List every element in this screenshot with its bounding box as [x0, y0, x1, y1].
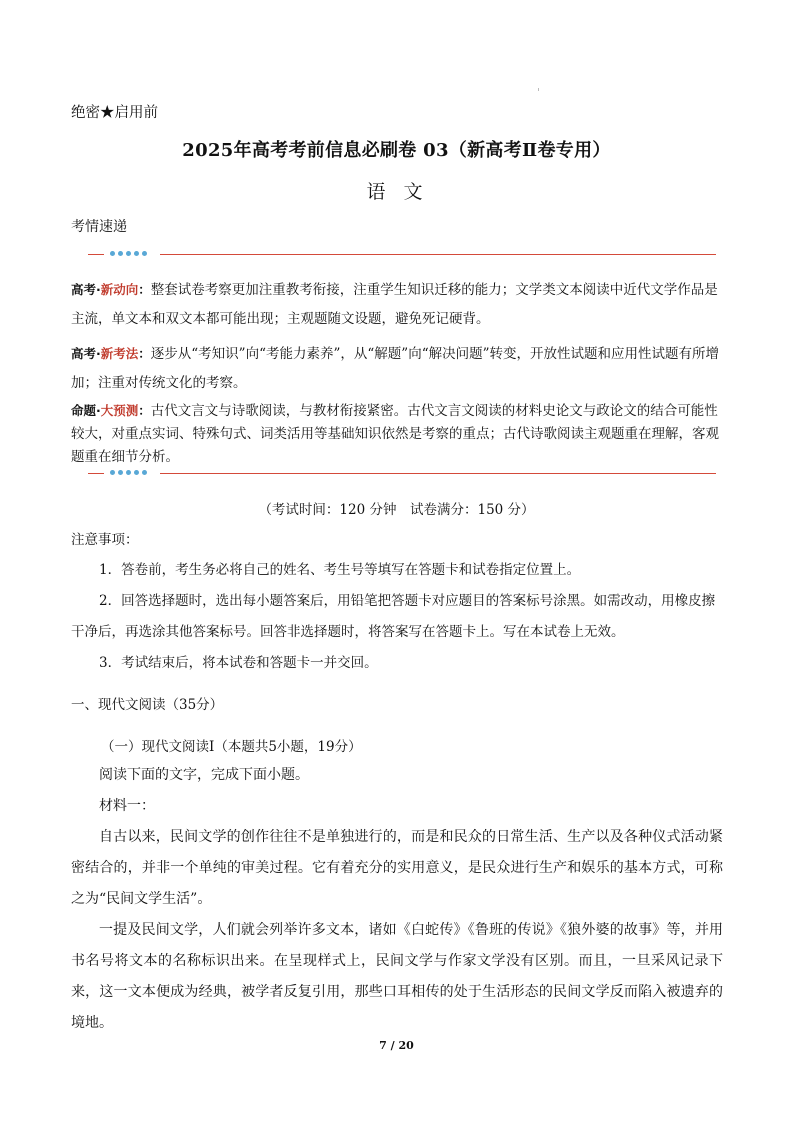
exam-info-heading: 考情速递 [71, 219, 127, 235]
paragraph: 一提及民间文学，人们就会列举许多文本，诸如《白蛇传》《鲁班的传说》《狼外婆的故事》等，并用书名号将文本的名称标识出来。在呈现样式上，民间文学与作家文学没有区别。而且，一旦采风记录下来，这一文本便成为经典，被学者反复引用，那些口耳相传的处于生活形态的民间文学反而陷入被遗弃的境地。 [71, 922, 723, 1031]
subsection-title: （一）现代文阅读Ⅰ（本题共5小题，19分） [101, 739, 362, 755]
notice-item: 3．考试结束后，将本试卷和答题卡一并交回。 [99, 655, 378, 671]
divider-top [88, 251, 716, 259]
divider-dots-icon [110, 470, 147, 475]
info-label: 命题·大预测： [71, 403, 151, 418]
reading-instruction: 阅读下面的文字，完成下面小题。 [99, 767, 309, 783]
info-item-method [71, 339, 723, 398]
section-title: 一、现代文阅读（35分） [71, 697, 224, 713]
divider-bottom [88, 470, 716, 478]
info-text: 整套试卷考察更加注重教考衔接，注重学生知识迁移的能力；文学类文本阅读中近代文学作品是主流，单文本和双文本都可能出现；主观题随文设题，避免死记硬背。 [71, 282, 718, 327]
material-label: 材料一： [99, 798, 155, 814]
exam-title: 2025年高考考前信息必刷卷 03（新高考Ⅱ卷专用） [182, 140, 611, 161]
info-item-forecast [71, 399, 723, 469]
info-text: 逐步从“考知识”向“考能力素养”，从“解题”向“解决问题”转变，开放性试题和应用性试题有所增加；注重对传统文化的考察。 [71, 346, 719, 391]
info-text: 古代文言文与诗歌阅读，与教材衔接紧密。古代文言文阅读的材料史论文与政论文的结合可能性较大，对重点实词、特殊句式、词类活用等基础知识依然是考察的重点；古代诗歌阅读主观题重在理解，客观题重在细节分析。 [71, 403, 719, 465]
paragraph: 自古以来，民间文学的创作往往不是单独进行的，而是和民众的日常生活、生产以及各种仪式活动紧密结合的，并非一个单纯的审美过程。它有着充分的实用意义，是民众进行生产和娱乐的基本方式，可称之为“民间文学生活”。 [71, 829, 723, 907]
info-label: 高考·新考法： [71, 346, 151, 361]
notice-item: 1．答卷前，考生务必将自己的姓名、考生号等填写在答题卡和试卷指定位置上。 [99, 562, 581, 578]
divider-dots-icon [110, 251, 147, 256]
page-number: 7 / 20 [379, 1039, 414, 1052]
notice-title: 注意事项： [71, 532, 139, 548]
confidential-label: 绝密★启用前 [71, 105, 158, 121]
subject-title: 语文 [366, 181, 441, 203]
info-item-trend [71, 275, 723, 334]
exam-time: （考试时间：120 分钟 试卷满分：150 分） [258, 502, 535, 518]
notice-item: 2．回答选择题时，选出每小题答案后，用铅笔把答题卡对应题目的答案标号涂黑。如需改动，用橡皮擦干净后，再选涂其他答案标号。回答非选择题时，将答案写在答题卡上。写在本试卷上无效。 [71, 593, 716, 640]
scan-mark [538, 88, 539, 91]
info-label: 高考·新动向： [71, 282, 151, 297]
